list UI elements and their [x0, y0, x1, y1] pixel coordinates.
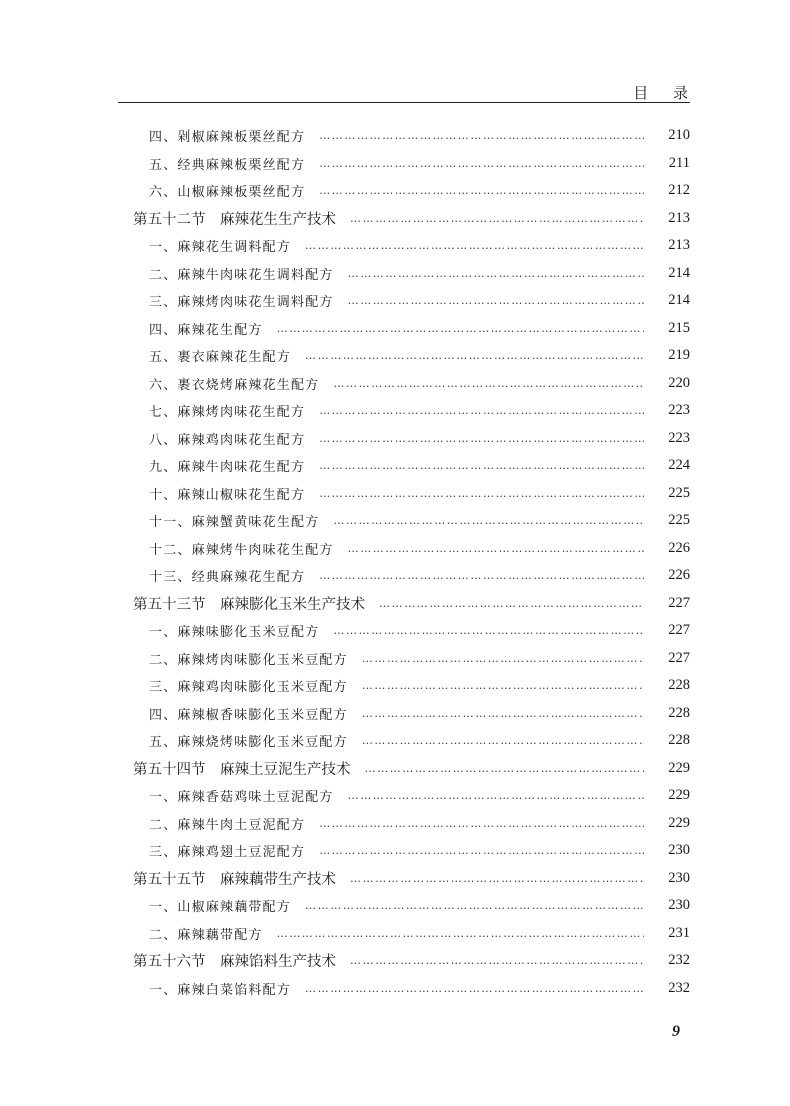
toc-entry-title: 五、经典麻辣板栗丝配方	[149, 157, 306, 173]
toc-entry-title: 二、麻辣牛肉土豆泥配方	[149, 817, 306, 833]
dot-leader	[362, 679, 644, 692]
toc-page-number: 224	[668, 457, 690, 474]
toc-page-number: 229	[668, 814, 690, 831]
toc-page-number: 228	[668, 677, 690, 694]
dot-leader	[365, 762, 645, 775]
dot-leader	[350, 212, 644, 225]
toc-entry-title: 五、裹衣麻辣花生配方	[149, 350, 292, 366]
toc-page-number: 227	[668, 649, 690, 666]
dot-leader	[333, 624, 644, 637]
toc-page-number: 212	[668, 182, 690, 199]
toc-page-number: 215	[668, 319, 690, 336]
toc-section-title: 第五十二节 麻辣花生生产技术	[133, 211, 336, 228]
toc-entry-row	[0, 452, 790, 480]
toc-page-number: 228	[668, 704, 690, 721]
toc-entry-title: 三、麻辣烤肉味花生调料配方	[149, 295, 334, 311]
toc-entry-row	[0, 645, 790, 673]
toc-entry-title: 九、麻辣牛肉味花生配方	[149, 460, 306, 476]
toc-entry-row	[0, 700, 790, 728]
toc-entry-row	[0, 810, 790, 838]
dot-leader	[333, 514, 644, 527]
toc-section-row	[0, 865, 790, 893]
dot-leader	[362, 652, 644, 665]
toc-entry-row	[0, 562, 790, 590]
toc-entry-row	[0, 617, 790, 645]
toc-entry-title: 四、麻辣花生配方	[149, 322, 263, 338]
toc-entry-row	[0, 260, 790, 288]
toc-section-row	[0, 947, 790, 975]
toc-section-row	[0, 205, 790, 233]
toc-entry-title: 四、剁椒麻辣板栗丝配方	[149, 130, 306, 146]
toc-section-title: 第五十四节 麻辣土豆泥生产技术	[133, 761, 351, 778]
toc-page-number: 210	[668, 127, 690, 144]
toc-page-number: 230	[668, 842, 690, 859]
dot-leader	[319, 432, 644, 445]
toc-entry-row	[0, 480, 790, 508]
dot-leader	[379, 597, 644, 610]
toc-entry-title: 一、麻辣白菜馅料配方	[149, 982, 292, 998]
dot-leader	[319, 129, 644, 142]
toc-page-number: 229	[668, 759, 690, 776]
toc-page-number: 226	[668, 567, 690, 584]
toc-entry-title: 二、麻辣牛肉味花生调料配方	[149, 267, 334, 283]
toc-entry-title: 五、麻辣烧烤味膨化玉米豆配方	[149, 735, 348, 751]
toc-entry-row	[0, 232, 790, 260]
dot-leader	[333, 377, 644, 390]
toc-entry-row	[0, 892, 790, 920]
toc-entry-title: 三、麻辣鸡肉味膨化玉米豆配方	[149, 680, 348, 696]
toc-entry-row	[0, 370, 790, 398]
dot-leader	[277, 927, 644, 940]
toc-page-number: 227	[668, 622, 690, 639]
dot-leader	[319, 404, 644, 417]
toc-entry-title: 六、山椒麻辣板栗丝配方	[149, 185, 306, 201]
toc-page-number: 225	[668, 512, 690, 529]
toc-entry-row	[0, 727, 790, 755]
toc-entry-row	[0, 122, 790, 150]
toc-entry-row	[0, 342, 790, 370]
toc-page-number: 227	[668, 594, 690, 611]
toc-page-number: 214	[668, 264, 690, 281]
toc-page-number: 225	[668, 484, 690, 501]
table-of-contents	[0, 122, 790, 1002]
toc-entry-title: 十一、麻辣蟹黄味花生配方	[149, 515, 320, 531]
dot-leader	[350, 954, 644, 967]
toc-entry-row	[0, 672, 790, 700]
toc-page-number: 226	[668, 539, 690, 556]
toc-entry-title: 一、麻辣味膨化玉米豆配方	[149, 625, 320, 641]
toc-entry-title: 六、裹衣烧烤麻辣花生配方	[149, 377, 320, 393]
toc-page-number: 230	[668, 897, 690, 914]
dot-leader	[348, 294, 644, 307]
toc-page-number: 213	[668, 209, 690, 226]
toc-entry-title: 二、麻辣藕带配方	[149, 927, 263, 943]
toc-page-number: 232	[668, 979, 690, 996]
toc-entry-title: 十、麻辣山椒味花生配方	[149, 487, 306, 503]
toc-entry-title: 四、麻辣椒香味膨化玉米豆配方	[149, 707, 348, 723]
dot-leader	[305, 899, 644, 912]
dot-leader	[319, 844, 644, 857]
dot-leader	[277, 322, 644, 335]
dot-leader	[305, 239, 644, 252]
toc-entry-row	[0, 397, 790, 425]
toc-page-number: 223	[668, 429, 690, 446]
toc-entry-row	[0, 287, 790, 315]
toc-section-title: 第五十五节 麻辣藕带生产技术	[133, 871, 336, 888]
toc-page-number: 228	[668, 732, 690, 749]
toc-entry-title: 七、麻辣烤肉味花生配方	[149, 405, 306, 421]
toc-page-number: 211	[668, 154, 690, 171]
header-title: 目 录	[633, 84, 698, 102]
toc-page-number: 231	[668, 924, 690, 941]
toc-entry-title: 三、麻辣鸡翅土豆泥配方	[149, 845, 306, 861]
toc-entry-row	[0, 535, 790, 563]
toc-entry-title: 十二、麻辣烤牛肉味花生配方	[149, 542, 334, 558]
toc-section-title: 第五十六节 麻辣馅料生产技术	[133, 954, 336, 971]
toc-section-title: 第五十三节 麻辣膨化玉米生产技术	[133, 596, 365, 613]
dot-leader	[348, 542, 644, 555]
toc-section-row	[0, 755, 790, 783]
toc-entry-row	[0, 177, 790, 205]
toc-entry-title: 一、麻辣花生调料配方	[149, 240, 292, 256]
toc-entry-title: 二、麻辣烤肉味膨化玉米豆配方	[149, 652, 348, 668]
dot-leader	[348, 789, 644, 802]
toc-section-row	[0, 590, 790, 618]
page-number: 9	[672, 1023, 680, 1040]
toc-entry-row	[0, 315, 790, 343]
toc-entry-title: 一、麻辣香菇鸡味土豆泥配方	[149, 790, 334, 806]
toc-entry-row	[0, 425, 790, 453]
toc-entry-row	[0, 837, 790, 865]
toc-page-number: 229	[668, 787, 690, 804]
toc-page-number: 223	[668, 402, 690, 419]
toc-page-number: 213	[668, 237, 690, 254]
toc-entry-title: 八、麻辣鸡肉味花生配方	[149, 432, 306, 448]
dot-leader	[319, 487, 644, 500]
toc-page-number: 232	[668, 952, 690, 969]
dot-leader	[348, 267, 644, 280]
toc-entry-row	[0, 150, 790, 178]
dot-leader	[319, 569, 644, 582]
toc-entry-row	[0, 782, 790, 810]
dot-leader	[319, 157, 644, 170]
toc-entry-row	[0, 920, 790, 948]
toc-page-number: 214	[668, 292, 690, 309]
toc-page-number: 219	[668, 347, 690, 364]
dot-leader	[362, 734, 644, 747]
dot-leader	[319, 459, 644, 472]
toc-page-number: 230	[668, 869, 690, 886]
dot-leader	[319, 817, 644, 830]
dot-leader	[362, 707, 644, 720]
toc-entry-row	[0, 975, 790, 1003]
dot-leader	[350, 872, 644, 885]
toc-entry-title: 十三、经典麻辣花生配方	[149, 570, 306, 586]
dot-leader	[305, 349, 644, 362]
toc-entry-title: 一、山椒麻辣藕带配方	[149, 900, 292, 916]
toc-page-number: 220	[668, 374, 690, 391]
running-header	[118, 84, 698, 103]
dot-leader	[319, 184, 644, 197]
dot-leader	[305, 982, 644, 995]
toc-entry-row	[0, 507, 790, 535]
